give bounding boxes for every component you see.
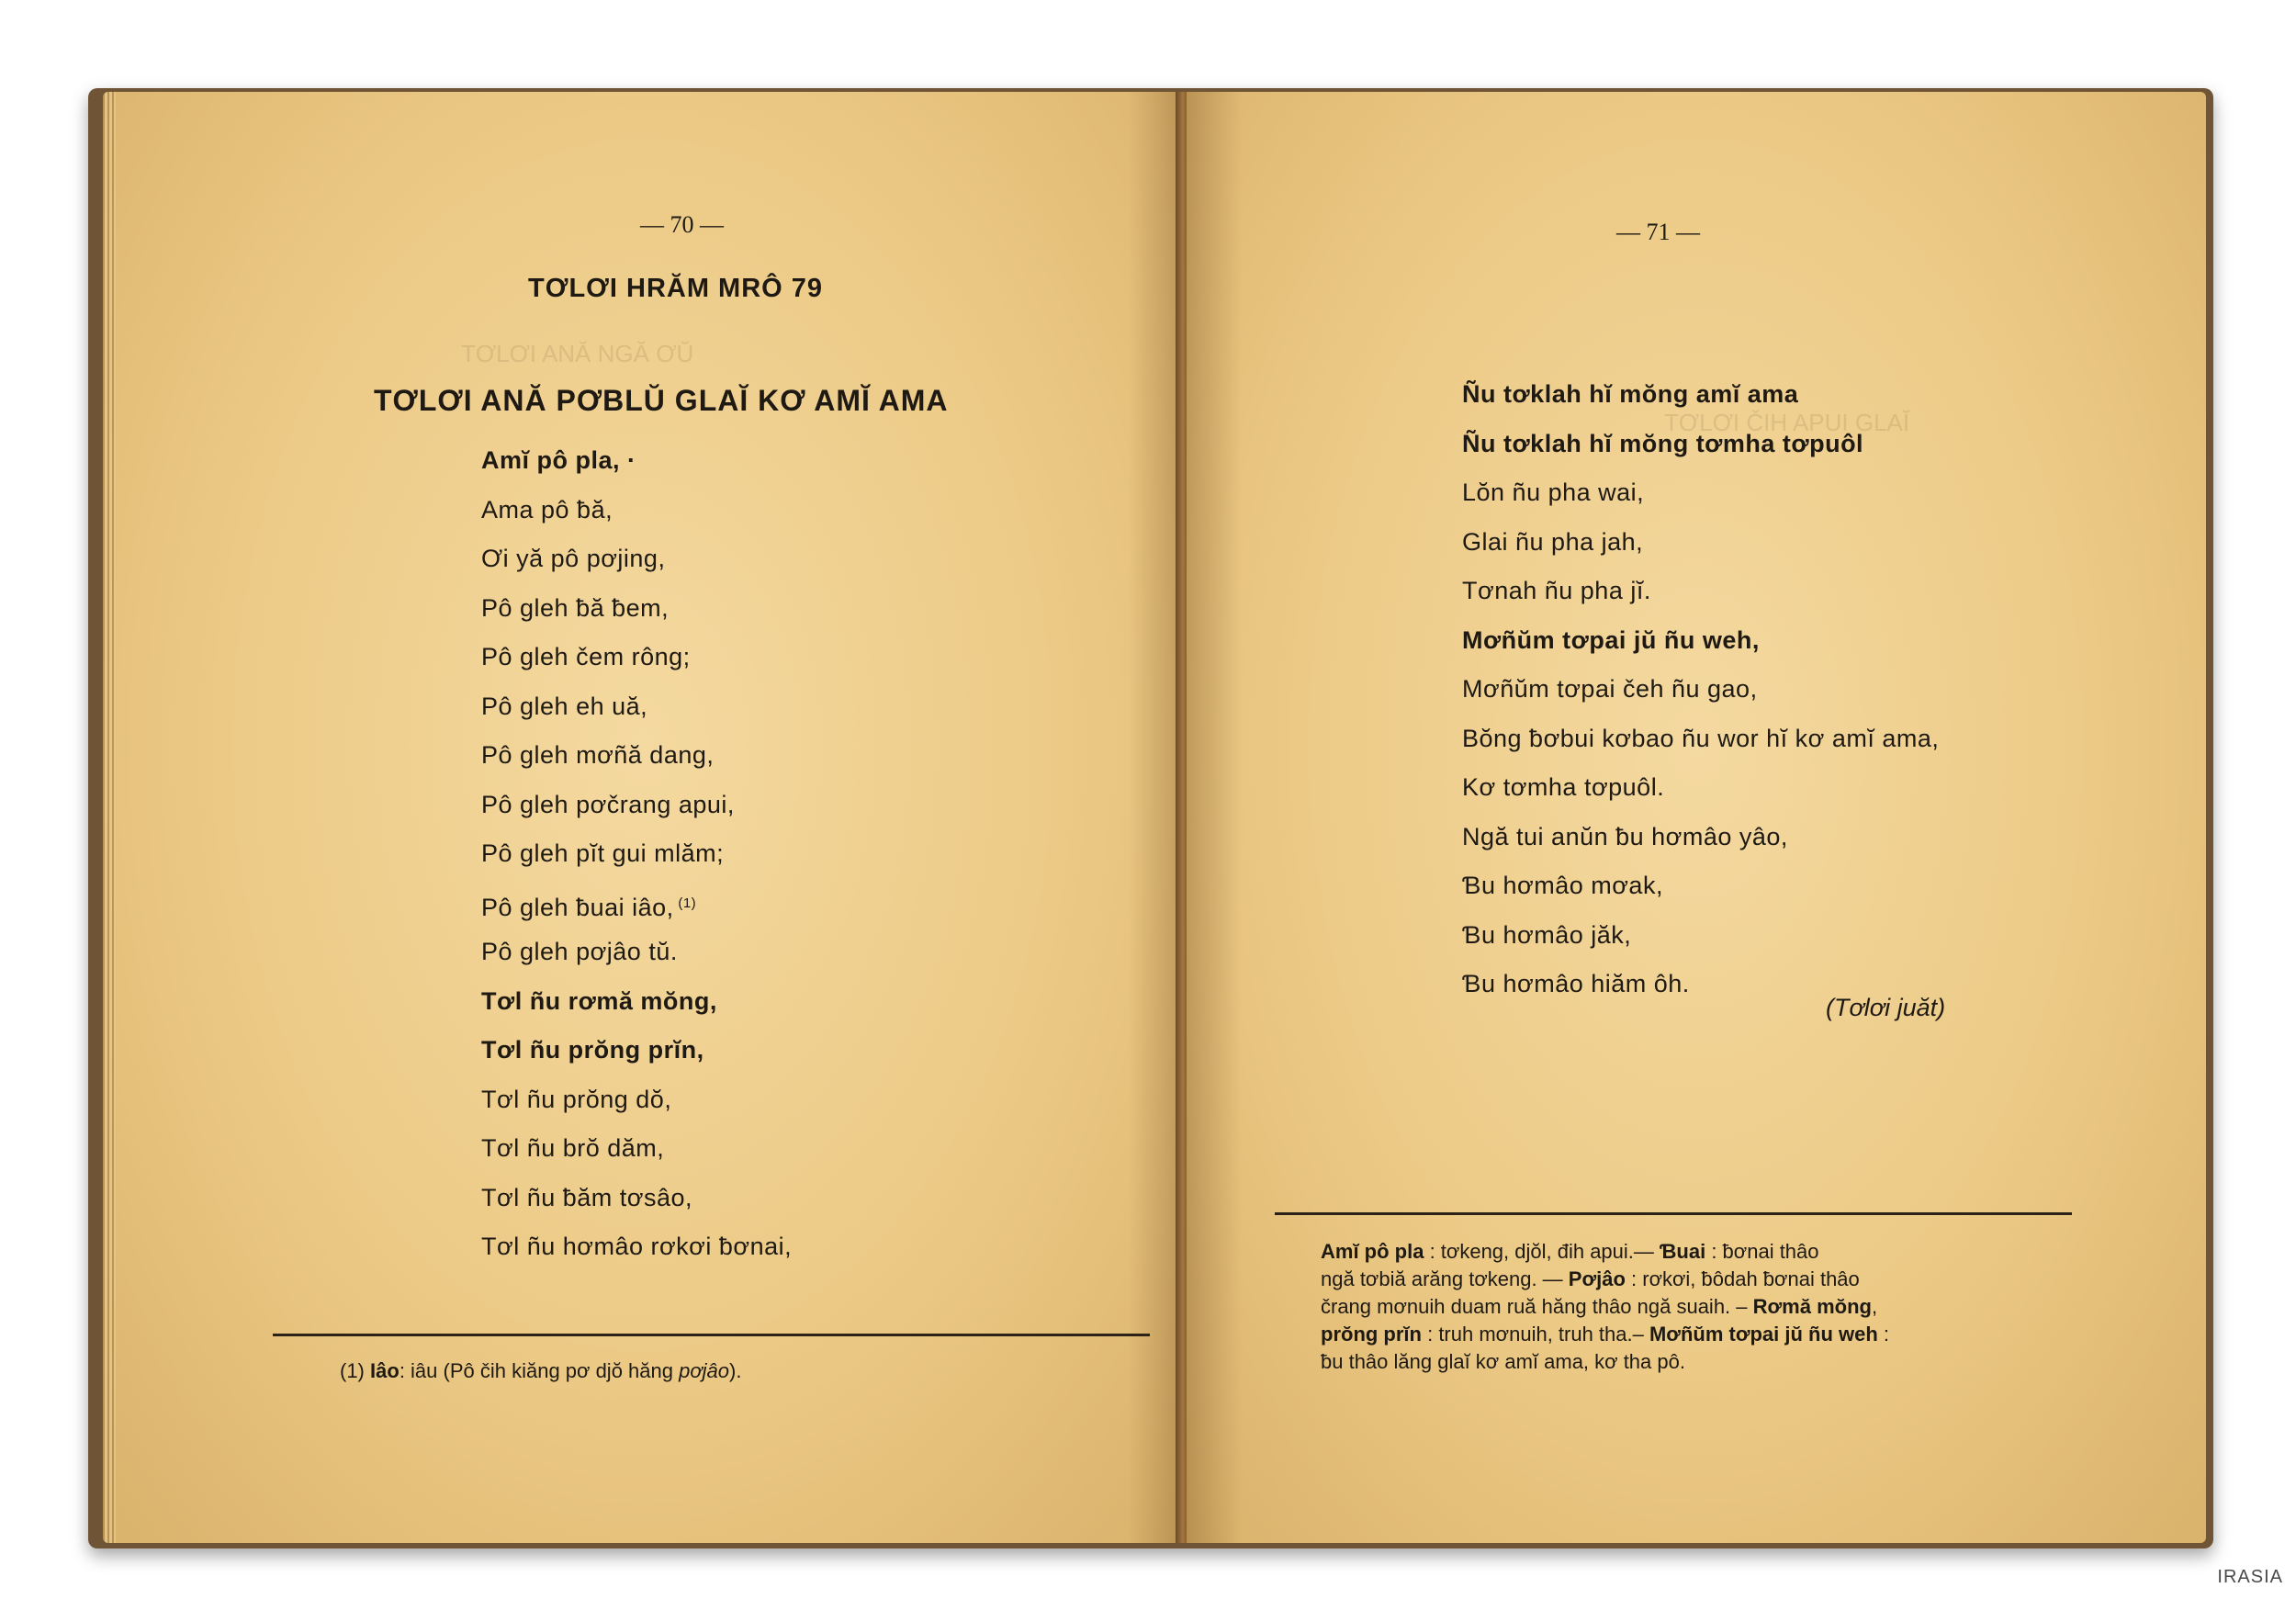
poem-line: Pô gleh pơčrang apui, [481,790,735,818]
footnote-end: ). [729,1359,742,1382]
chapter-subtitle: TƠLƠI HRĂM MRÔ 79 [528,274,824,303]
poem-line: Ñu tơklah hĭ mŏng amĭ ama [1462,380,1799,408]
poem-line: Pô gleh čem rông; [481,643,691,670]
footnote-reference: (1) [673,895,697,911]
glossary-line: ngă tơbiă arăng tơkeng. — Pơjâo : rơkơi, ƀôdah ƀơnai thâo [1321,1267,1860,1290]
poem-line: Ngă tui anŭn ƀu hơmâo yâo, [1462,822,1788,850]
poem-title: TƠLƠI ANĂ PƠBLŬ GLAĬ KƠ AMĬ AMA [374,384,949,417]
poem-line: Ɓu hơmâo jăk, [1462,920,1632,949]
poem-line: Bŏng ƀơbui kơbao ñu wor hĭ kơ amĭ ama, [1462,724,1940,752]
poem-line: Tơl ñu prŏng prĭn, [481,1036,704,1064]
poem-line: Pô gleh pĭt gui mlăm; [481,839,725,867]
bleed-through-text: TƠLƠI ANĂ NGĂ ƠŬ [461,340,694,367]
footnote-divider [273,1334,1150,1336]
poem-line: Ɓu hơmâo mơak, [1462,872,1663,899]
poem-line: Tơl ñu ƀăm tơsâo, [481,1183,692,1211]
page-edges [103,92,116,1543]
glossary-line: Amĭ pô pla : tơkeng, djŏl, đih apui.— Ɓuai : ƀơnai thâo [1321,1240,1819,1263]
page-number: — 71 — [1616,219,1700,245]
poem-line: Tơl ñu rơmă mŏng, [481,986,717,1015]
poem-line: Tơl ñu brŏ dăm, [481,1134,665,1162]
poem-text [481,436,792,1272]
poem-line: Tơl ñu hơmâo rơkơi ƀơnai, [481,1233,793,1260]
bleed-through-text: TƠLƠI ČIH APUI GLAĬ [1664,409,1910,436]
footnote-term: Iâo [370,1359,400,1382]
page-number: — 70 — [640,211,724,238]
watermark: IRASIA [2217,1567,2283,1587]
poem-line: Glai ñu pha jah, [1462,527,1644,556]
glossary-line: črang mơnuih duam ruă hăng thâo ngă suaih. – Rơmă mŏng, [1321,1295,1878,1318]
poem-line: Pô gleh ƀuai iâo, $^{(1)}$ [481,893,697,921]
poem-line: Pô gleh ƀă ƀem, [481,593,670,622]
left-page [103,92,1183,1543]
notes-divider [1275,1212,2072,1215]
poem-line: Amĭ pô pla, · [481,446,636,474]
poem-line: Ama pô ƀă, [481,495,613,524]
poem-line: Kơ tơmha tơpuôl. [1462,773,1665,801]
poem-line: Mơñŭm tơpai jŭ ñu weh, [1462,625,1760,654]
poem-line: Tơnah ñu pha jĭ. [1462,577,1651,604]
poem-line: Lŏn ñu pha wai, [1462,479,1645,506]
footnote-text: : iâu (Pô čih kiăng pơ djŏ hăng [399,1359,673,1382]
footnote-mark: (1) [340,1359,365,1382]
glossary-line: ƀu thâo lăng glaĭ kơ amĭ ama, kơ tha pô. [1321,1350,1685,1373]
poem-text [1462,370,1939,1009]
poem-line: Pô gleh eh uă, [481,692,648,720]
poem-line: Tơl ñu prŏng dŏ, [481,1085,672,1113]
poem-attribution: (Tơlơi juăt) [1826,994,1946,1021]
poem-line: Mơñŭm tơpai čeh ñu gao, [1462,675,1758,703]
right-page [1187,92,2206,1543]
footnote [340,1357,741,1385]
poem-line: Ơi yă pô pơjing, [481,545,666,572]
glossary-notes [1321,1238,2074,1376]
gutter-shadow [1187,92,1242,1543]
poem-line: Ñu tơklah hĭ mŏng tơmha tơpuôl [1462,429,1864,457]
gutter-shadow [1128,92,1183,1543]
poem-line: Pô gleh mơñă dang, [481,741,715,769]
poem-line: Pô gleh pơjâo tŭ. [481,938,678,965]
poem-line: Ɓu hơmâo hiăm ôh. [1462,970,1690,997]
glossary-line: prŏng prĭn : truh mơnuih, truh tha.– Mơñŭm tơpai jŭ ñu weh : [1321,1323,1890,1346]
footnote-italic: pơjâo [679,1359,730,1382]
